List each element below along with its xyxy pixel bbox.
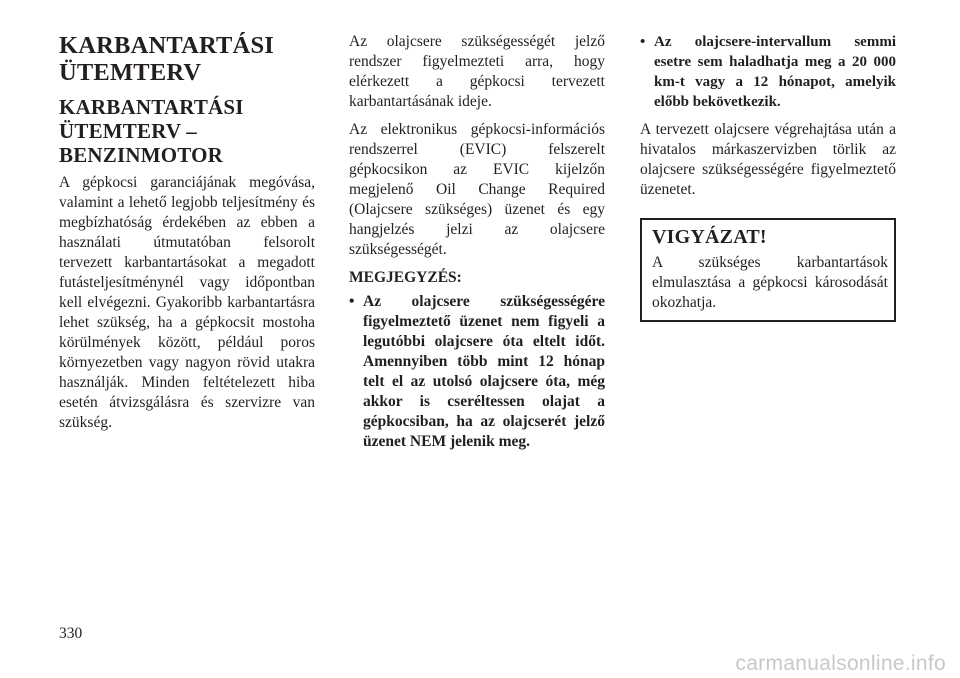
note-title: MEGJEGYZÉS: bbox=[349, 269, 462, 286]
watermark: carmanualsonline.info bbox=[735, 652, 946, 675]
section-subtitle: KARBANTARTÁSI ÜTEMTERV – BENZINMOTOR bbox=[59, 95, 244, 167]
oil-indicator-paragraph: Az olajcsere szükségességét jelző rendszer figyelmezteti arra, hogy elérkezett a gépkocsi tervezett karbantartásának ideje. bbox=[349, 33, 605, 110]
warning-box bbox=[640, 218, 896, 322]
note-bullet-1 bbox=[349, 292, 605, 452]
intro-paragraph: A gépkocsi garanciájának megóvása, valamint a lehető legjobb teljesítmény és megbízhatóság érdekében az ebben a használati útmutatóban felsorolt tervezett karbantartásokat a megadott futásteljesítménynél vagy időpontban kell elvégezni. Gyakoribb karbantartásra lehet szükség, ha a gépkocsit mostoha körülmények között, például poros környezetben vagy nagyon rövid utakra használják. Minden feltételezett hiba esetén átvizsgálásra és szervizre van szükség. bbox=[59, 174, 315, 431]
column-left bbox=[59, 32, 315, 441]
note-bullet-2 bbox=[640, 32, 896, 112]
column-right bbox=[640, 32, 896, 322]
page-number: 330 bbox=[59, 625, 83, 642]
column-middle bbox=[349, 32, 605, 460]
reset-paragraph: A tervezett olajcsere végrehajtása után a hivatalos márkaszervizben törlik az olajcsere szükségességére figyelmeztető üzenetet. bbox=[640, 121, 896, 198]
warning-title: VIGYÁZAT! bbox=[652, 226, 767, 248]
page-title: KARBANTARTÁSI ÜTEMTERV bbox=[59, 32, 275, 86]
note-bullet-1-text: Az olajcsere szükségességére figyelmeztető üzenet nem figyeli a legutóbbi olajcsere óta eltelt időt. Amennyiben több mint 12 hónap telt el az utolsó olajcsere óta, még akkor is cseréltessen olajat a gépkocsiban, ha az olajcserét jelző üzenet NEM jelenik meg. bbox=[363, 293, 605, 450]
bullet-icon: • bbox=[349, 293, 355, 310]
note-bullet-2-text: Az olajcsere-intervallum semmi esetre sem haladhatja meg a 20 000 km-t vagy a 12 hónapot, amelyik előbb bekövetkezik. bbox=[654, 34, 896, 110]
warning-text: A szükséges karbantartások elmulasztása a gépkocsi károsodását okozhatja. bbox=[652, 254, 888, 311]
bullet-icon: • bbox=[640, 34, 646, 50]
evic-paragraph: Az elektronikus gépkocsi-információs rendszerrel (EVIC) felszerelt gépkocsikon az EVIC kijelzőn megjelenő Oil Change Required (Olajcsere szükséges) üzenet és egy hangjelzés jelzi az olajcsere szükségességét. bbox=[349, 121, 605, 258]
